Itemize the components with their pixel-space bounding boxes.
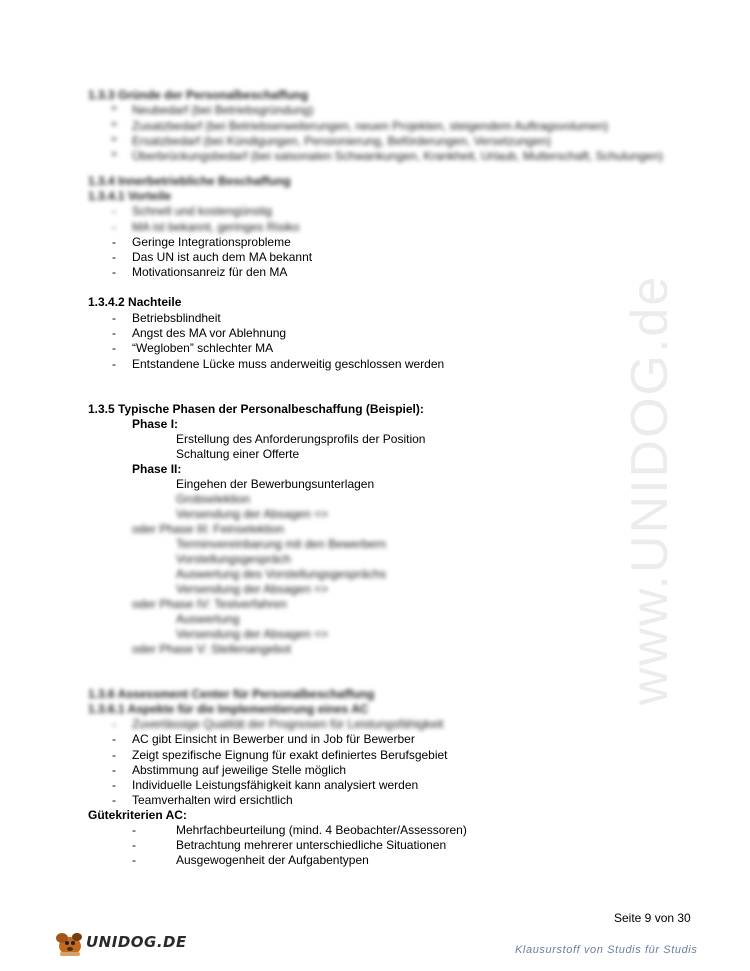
dash-bullet: -: [112, 326, 116, 340]
dash-bullet: -: [112, 204, 116, 218]
list-item: Betriebsblindheit: [132, 311, 221, 325]
dash-bullet: -: [112, 341, 116, 355]
section-heading: 1.3.6 Assessment Center für Personalbeschaffung: [88, 687, 375, 701]
phase-label: Phase II:: [132, 462, 182, 476]
list-item: Mehrfachbeurteilung (mind. 4 Beobachter/Assessoren): [176, 823, 467, 837]
subsection-heading: Gütekriterien AC:: [88, 808, 187, 822]
dash-bullet: -: [112, 763, 116, 777]
footer-tagline: Klausurstoff von Studis für Studis: [515, 944, 698, 956]
dash-bullet: -: [112, 793, 116, 807]
list-item: Ausgewogenheit der Aufgabentypen: [176, 853, 369, 867]
arrow-bullet-icon: ➢: [110, 103, 119, 114]
phase-item: Vorstellungsgespräch: [176, 552, 291, 566]
list-item: Betrachtung mehrerer unterschiedliche Situationen: [176, 838, 447, 852]
dash-bullet: -: [112, 748, 116, 762]
list-item: Entstandene Lücke muss anderweitig geschlossen werden: [132, 357, 445, 371]
phase-item: Auswertung: [176, 612, 240, 626]
list-item: Überbrückungsbedarf (bei saisonalen Schwankungen, Krankheit, Urlaub, Mutterschaft, Schulungen): [132, 149, 663, 163]
dash-bullet: -: [112, 235, 116, 249]
phase-item: Versendung der Absagen =>: [176, 582, 329, 596]
list-item: AC gibt Einsicht in Bewerber und in Job für Bewerber: [132, 732, 415, 746]
phase-item: Eingehen der Bewerbungsunterlagen: [176, 477, 375, 491]
dash-bullet: -: [112, 250, 116, 264]
phase-item: Auswertung des Vorstellungsgesprächs: [176, 567, 387, 581]
phase-label: oder Phase III: Feinselektion: [132, 522, 285, 536]
list-item: Individuelle Leistungsfähigkeit kann analysiert werden: [132, 778, 419, 792]
list-item: Geringe Integrationsprobleme: [132, 235, 291, 249]
unidog-logo: [52, 928, 187, 958]
phase-item: Terminvereinbarung mit den Bewerbern: [176, 537, 387, 551]
list-item: Angst des MA vor Ablehnung: [132, 326, 287, 340]
watermark-text: www.UNIDOG.de: [621, 274, 679, 706]
phase-item: Grobselektion: [176, 492, 251, 506]
page-number: Seite 9 von 30: [614, 911, 691, 925]
phase-label: oder Phase IV: Testverfahren: [132, 597, 287, 611]
subsection-heading: 1.3.6.1 Aspekte für die Implementierung eines AC: [88, 702, 369, 716]
section-heading: 1.3.3 Gründe der Personalbeschaffung: [88, 88, 309, 102]
list-item: “Wegloben” schlechter MA: [132, 341, 274, 355]
subsection-heading: 1.3.4.2 Nachteile: [88, 295, 182, 309]
phase-item: Versendung der Absagen =>: [176, 507, 329, 521]
arrow-bullet-icon: ➢: [110, 149, 119, 160]
list-item: Zeigt spezifische Eignung für exakt definiertes Berufsgebiet: [132, 748, 448, 762]
list-item: Schnell und kostengünstig: [132, 204, 273, 218]
dash-bullet: -: [112, 220, 116, 234]
arrow-bullet-icon: ➢: [110, 134, 119, 145]
subsection-heading: 1.3.4.1 Vorteile: [88, 189, 172, 203]
dash-bullet: -: [132, 823, 136, 837]
list-item: Ersatzbedarf (bei Kündigungen, Pensionierung, Beförderungen, Versetzungen): [132, 134, 551, 148]
section-heading: 1.3.4 Innerbetriebliche Beschaffung: [88, 174, 291, 188]
list-item: Motivationsanreiz für den MA: [132, 265, 288, 279]
dash-bullet: -: [112, 778, 116, 792]
dash-bullet: -: [112, 732, 116, 746]
dash-bullet: -: [112, 265, 116, 279]
phase-item: Erstellung des Anforderungsprofils der Position: [176, 432, 426, 446]
dash-bullet: -: [112, 717, 116, 731]
dash-bullet: -: [112, 311, 116, 325]
list-item: Das UN ist auch dem MA bekannt: [132, 250, 313, 264]
dog-icon: [52, 928, 88, 958]
dash-bullet: -: [132, 853, 136, 867]
list-item: Zusatzbedarf (bei Betriebserweiterungen, neuen Projekten, steigendem Auftragsvolumen): [132, 119, 609, 133]
phase-item: Versendung der Absagen =>: [176, 627, 329, 641]
list-item: Zuverlässige Qualität der Prognosen für Leistungsfähigkeit: [132, 717, 444, 731]
list-item: MA ist bekannt, geringes Risiko: [132, 220, 300, 234]
list-item: Abstimmung auf jeweilige Stelle möglich: [132, 763, 347, 777]
phase-item: Schaltung einer Offerte: [176, 447, 300, 461]
section-heading: 1.3.5 Typische Phasen der Personalbeschaffung (Beispiel):: [88, 402, 424, 416]
dash-bullet: -: [112, 357, 116, 371]
list-item: Neubedarf (bei Betriebsgründung): [132, 103, 314, 117]
arrow-bullet-icon: ➢: [110, 119, 119, 130]
phase-label: Phase I:: [132, 417, 179, 431]
phase-label: oder Phase V: Stellenangebot: [132, 642, 292, 656]
logo-text: UNIDOG.DE: [86, 933, 187, 951]
list-item: Teamverhalten wird ersichtlich: [132, 793, 293, 807]
dash-bullet: -: [132, 838, 136, 852]
